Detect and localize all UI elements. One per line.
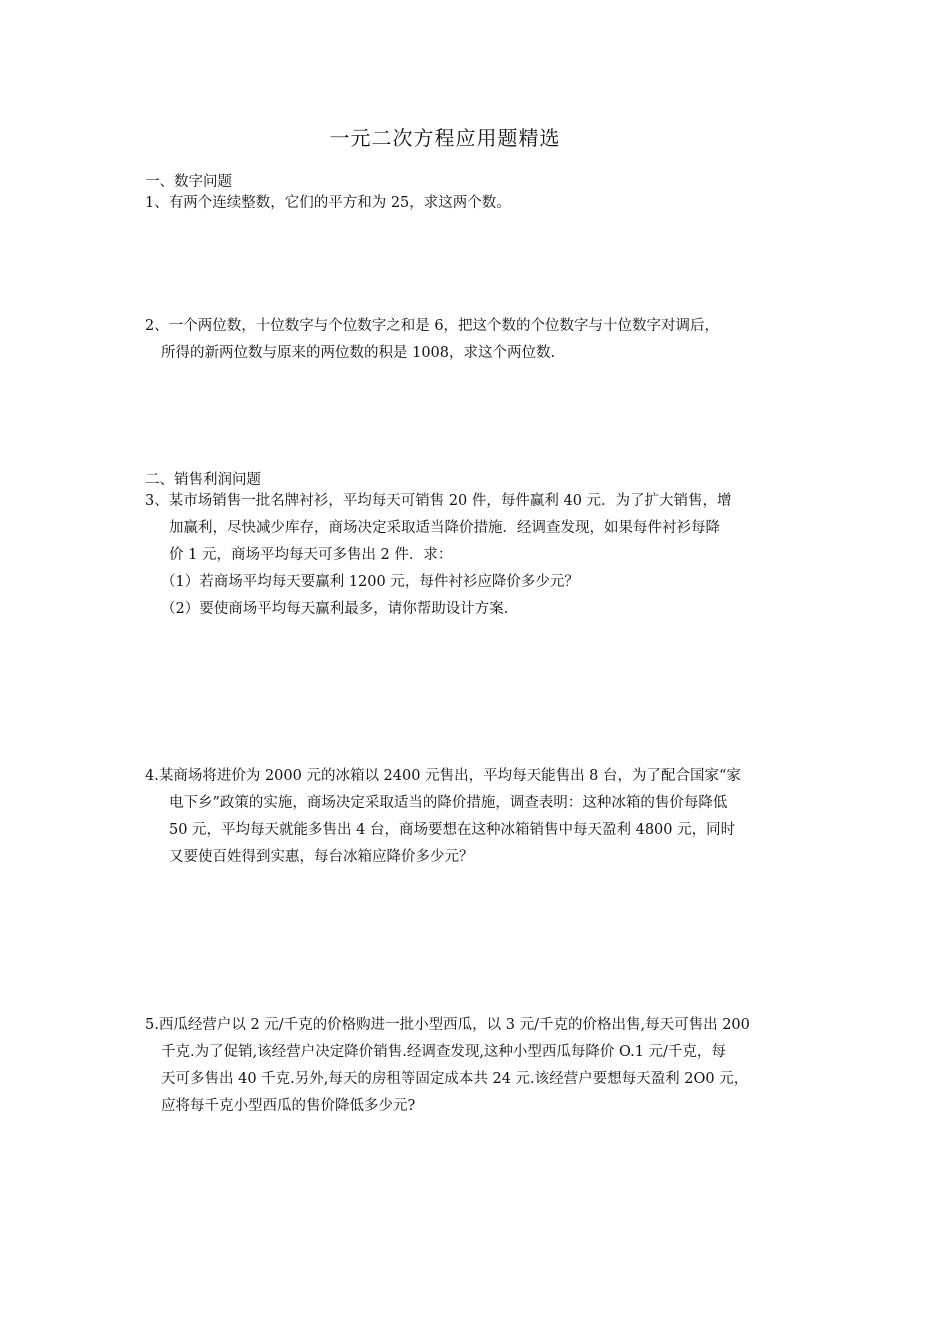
question-3-line-3: 价 1 元，商场平均每天可多售出 2 件．求： (169, 547, 453, 563)
question-3-part-2: （2）要使商场平均每天赢利最多，请你帮助设计方案. (161, 601, 509, 617)
section-heading-sales-profit: 二、销售利润问题 (145, 472, 261, 488)
document-title: 一元二次方程应用题精选 (329, 126, 561, 150)
question-4-line-2: 电下乡”政策的实施，商场决定采取适当的降价措施，调查表明：这种冰箱的售价每降低 (169, 795, 728, 811)
question-3-line-2: 加赢利，尽快减少库存，商场决定采取适当降价措施．经调查发现，如果每件衬衫每降 (169, 520, 720, 536)
question-3-line-1: 3、某市场销售一批名牌衬衫，平均每天可销售 20 件，每件赢利 40 元．为了扩大销售，增 (145, 493, 732, 509)
question-5-line-4: 应将每千克小型西瓜的售价降低多少元? (161, 1098, 416, 1114)
question-4-line-3: 50 元，平均每天就能多售出 4 台，商场要想在这种冰箱销售中每天盈利 4800 元，同时 (169, 822, 736, 838)
question-3 (145, 488, 807, 623)
question-2-line-2: 所得的新两位数与原来的两位数的积是 1008，求这个两位数. (161, 345, 556, 361)
question-4-line-1: 4.某商场将进价为 2000 元的冰箱以 2400 元售出，平均每天能售出 8 台，为了配合国家“家 (145, 768, 741, 784)
section-heading-number-problems: 一、数字问题 (145, 174, 232, 190)
question-4-line-4: 又要使百姓得到实惠，每台冰箱应降价多少元？ (169, 849, 474, 865)
question-5-line-1: 5.西瓜经营户以 2 元/千克的价格购进一批小型西瓜，以 3 元/千克的价格出售,每天可售出 200 (145, 1017, 750, 1033)
question-3-part-1: （1）若商场平均每天要赢利 1200 元，每件衬衫应降价多少元？ (161, 574, 579, 590)
question-5-line-2: 千克.为了促销,该经营户决定降价销售.经调查发现,这种小型西瓜每降价 O.1 元/千克，每 (161, 1044, 726, 1060)
question-4 (145, 763, 807, 871)
question-1-line-1: 1、有两个连续整数，它们的平方和为 25，求这两个数。 (145, 195, 511, 211)
question-2 (145, 313, 807, 367)
question-5-line-3: 天可多售出 40 千克.另外,每天的房租等固定成本共 24 元.该经营户要想每天盈利 2O0 元， (161, 1071, 749, 1087)
question-5 (145, 1012, 807, 1120)
question-1 (145, 190, 807, 217)
question-2-line-1: 2、一个两位数，十位数字与个位数字之和是 6，把这个数的个位数字与十位数字对调后， (145, 318, 720, 334)
